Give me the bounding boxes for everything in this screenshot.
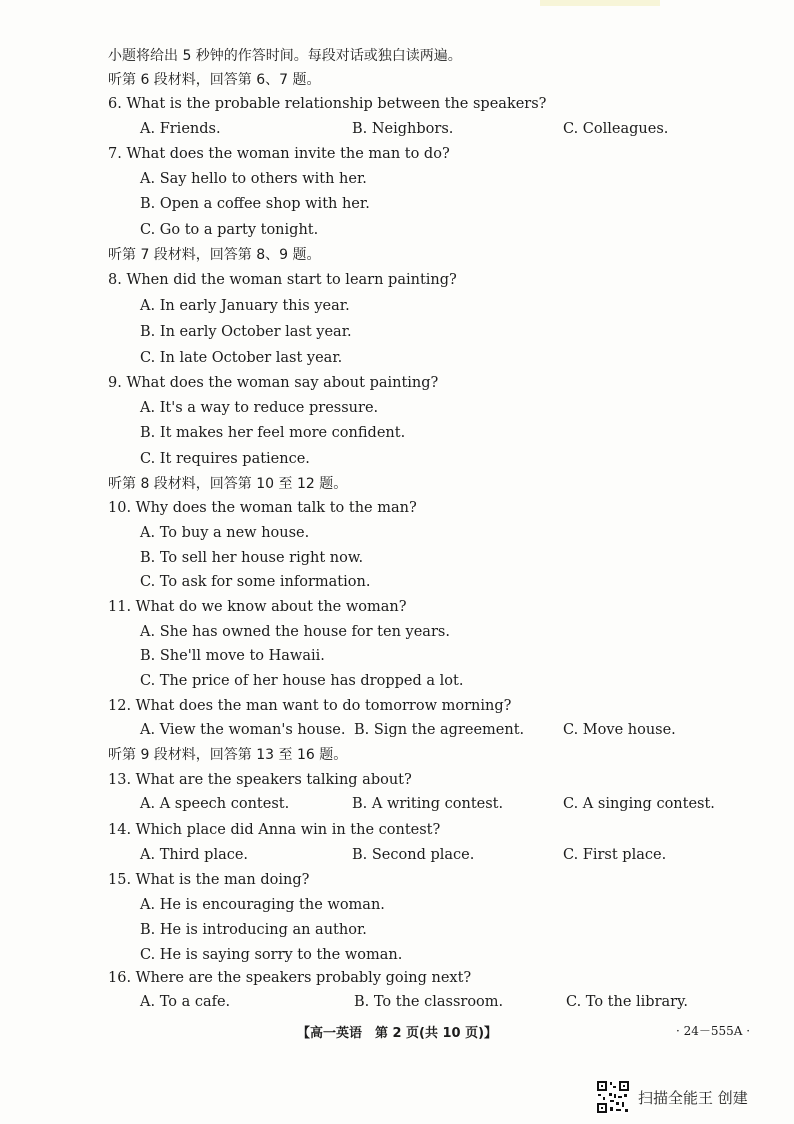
option-a: A. He is encouraging the woman.: [140, 897, 385, 913]
option-b: B. Second place.: [352, 847, 475, 863]
option-c: C. First place.: [563, 847, 667, 863]
scanner-label: 扫描全能王 创建: [638, 1088, 748, 1107]
option-a: A. She has owned the house for ten years.: [140, 624, 450, 640]
option-a: A. To a cafe.: [140, 994, 231, 1010]
question-6: 6. What is the probable relationship between the speakers?: [108, 96, 547, 112]
options-row-13: [140, 794, 715, 814]
section-heading-8: 听第 8 段材料，回答第 10 至 12 题。: [108, 476, 348, 492]
option-c: C. In late October last year.: [140, 350, 343, 366]
option-c: C. The price of her house has dropped a lot.: [140, 673, 464, 689]
section-heading-9: 听第 9 段材料，回答第 13 至 16 题。: [108, 747, 348, 763]
option-a: A. Say hello to others with her.: [140, 171, 367, 187]
option-b: B. To the classroom.: [354, 994, 504, 1010]
question-7: 7. What does the woman invite the man to do?: [108, 146, 450, 162]
section-heading-7: 听第 7 段材料，回答第 8、9 题。: [108, 247, 321, 263]
option-b: B. She'll move to Hawaii.: [140, 648, 325, 664]
option-b: B. He is introducing an author.: [140, 922, 367, 938]
option-a: A. It's a way to reduce pressure.: [140, 400, 379, 416]
intro-text: 小题将给出 5 秒钟的作答时间。每段对话或独白读两遍。: [108, 48, 462, 64]
question-15: 15. What is the man doing?: [108, 872, 310, 888]
options-row-14: [140, 845, 680, 865]
option-a: A. Third place.: [140, 847, 249, 863]
option-b: B. To sell her house right now.: [140, 550, 364, 566]
option-b: B. Neighbors.: [352, 121, 454, 137]
option-c: C. It requires patience.: [140, 451, 310, 467]
options-row-16: [140, 992, 700, 1012]
option-c: C. To the library.: [566, 994, 688, 1010]
section-heading-6: 听第 6 段材料，回答第 6、7 题。: [108, 72, 321, 88]
question-16: 16. Where are the speakers probably going next?: [108, 970, 472, 986]
option-b: B. A writing contest.: [352, 796, 504, 812]
question-13: 13. What are the speakers talking about?: [108, 772, 412, 788]
option-c: C. Move house.: [563, 722, 676, 738]
option-a: A. In early January this year.: [140, 298, 350, 314]
option-b: B. Open a coffee shop with her.: [140, 196, 370, 212]
option-c: C. To ask for some information.: [140, 574, 371, 590]
exam-code: · 24－555A ·: [676, 1024, 751, 1038]
question-14: 14. Which place did Anna win in the contest?: [108, 822, 441, 838]
option-a: A. To buy a new house.: [140, 525, 310, 541]
option-a: A. View the woman's house.: [140, 722, 346, 738]
question-10: 10. Why does the woman talk to the man?: [108, 500, 417, 516]
question-9: 9. What does the woman say about painting?: [108, 375, 439, 391]
question-12: 12. What does the man want to do tomorrow morning?: [108, 698, 512, 714]
option-a: A. Friends.: [140, 121, 221, 137]
option-a: A. A speech contest.: [140, 796, 290, 812]
options-row-6: [140, 119, 680, 139]
option-c: C. A singing contest.: [563, 796, 715, 812]
scanner-watermark: [596, 1080, 748, 1114]
page-footer: 【高一英语 第 2 页(共 10 页)】: [296, 1026, 498, 1041]
question-11: 11. What do we know about the woman?: [108, 599, 407, 615]
option-c: C. Colleagues.: [563, 121, 669, 137]
highlight-mark: [540, 0, 660, 6]
option-c: C. Go to a party tonight.: [140, 222, 319, 238]
option-b: B. Sign the agreement.: [354, 722, 525, 738]
option-b: B. It makes her feel more confident.: [140, 425, 406, 441]
options-row-12: [140, 720, 680, 740]
qr-code-icon: [596, 1080, 630, 1114]
question-8: 8. When did the woman start to learn painting?: [108, 272, 457, 288]
option-c: C. He is saying sorry to the woman.: [140, 947, 403, 963]
option-b: B. In early October last year.: [140, 324, 352, 340]
